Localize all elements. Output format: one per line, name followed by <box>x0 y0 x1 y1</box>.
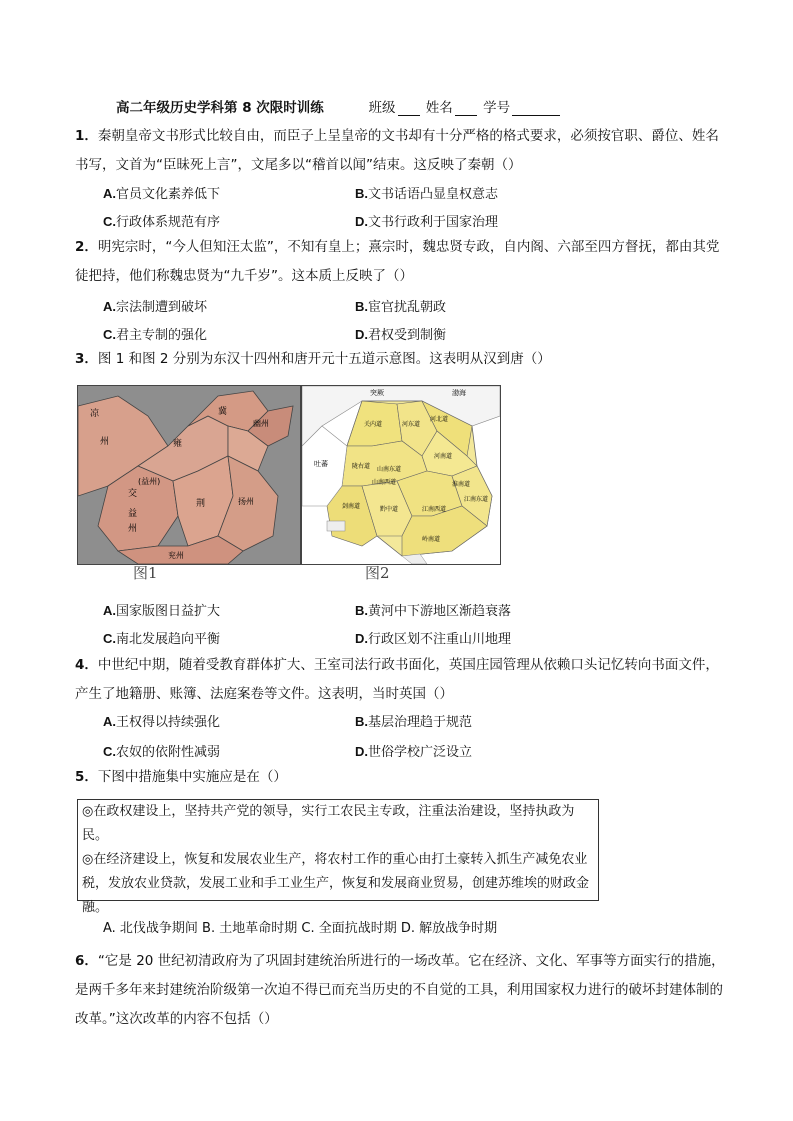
map2-label: 岭南道 <box>422 536 441 543</box>
q3-option-d[interactable]: D.行政区划不注重山川地理 <box>355 631 512 647</box>
map2-label: 关内道 <box>364 421 383 428</box>
map1-label: 州 <box>128 524 138 534</box>
q2-option-c[interactable]: C.君主专制的强化 <box>103 327 208 343</box>
class-label: 班级 <box>368 100 396 116</box>
policy-excerpt-box <box>77 799 599 915</box>
id-blank[interactable] <box>512 101 560 116</box>
question-text: “它是 20 世纪初清政府为了巩固封建统治所进行的一场改革。它在经济、文化、军事等方面实行的措施，是两千多年来封建统治阶级第一次迫不得已而充当历史的不自觉的工具，利用国家权力进行的破坏封建体制的改革。”这次改革的内容不包括（） <box>75 953 725 1027</box>
question-number: 5． <box>75 769 98 785</box>
q4-option-a[interactable]: A.王权得以持续强化 <box>103 714 221 730</box>
student-fields <box>369 100 563 116</box>
map2-label: 河北道 <box>430 416 449 423</box>
map1-label: 冀 <box>218 407 228 417</box>
question-text: 中世纪中期，随着受教育群体扩大、王室司法行政书面化，英国庄园管理从依赖口头记忆转向书面文件，产生了地籍册、账簿、法庭案卷等文件。这表明，当时英国（） <box>75 657 719 702</box>
map2-label: 突厥 <box>370 389 384 397</box>
q1-option-b[interactable]: B.文书话语凸显皇权意志 <box>355 186 499 202</box>
map2-label: 剑南道 <box>342 503 361 510</box>
question-text: 秦朝皇帝文书形式比较自由，而臣子上呈皇帝的文书却有十分严格的格式要求，必须按官职、爵位、姓名书写，文首为“臣昧死上言”，文尾多以“稽首以闻”结束。这反映了秦朝（） <box>75 128 719 173</box>
id-label: 学号 <box>483 100 511 116</box>
map2-label: 渤海 <box>452 389 466 397</box>
name-label: 姓名 <box>425 100 453 116</box>
map1-label: 益 <box>128 509 138 519</box>
map2-label: 山南西道 <box>372 479 397 486</box>
q2-option-d[interactable]: D.君权受到制衡 <box>355 327 447 343</box>
map2-label: 江南西道 <box>422 506 447 513</box>
question-6 <box>75 947 725 1034</box>
q5-options[interactable]: A. 北伐战争期间 B. 土地革命时期 C. 全面抗战时期 D. 解放战争时期 <box>103 921 498 936</box>
map2-caption: 图2 <box>365 564 390 582</box>
question-number: 2． <box>75 239 98 255</box>
q4-option-c[interactable]: C.农奴的依附性减弱 <box>103 744 221 760</box>
map-tang-svg <box>302 386 500 564</box>
question-number: 1． <box>75 128 98 144</box>
question-5 <box>75 763 725 792</box>
map2-label: 黔中道 <box>380 506 399 513</box>
map-tang <box>301 385 501 565</box>
question-number: 3． <box>75 351 98 367</box>
question-text: 图 1 和图 2 分别为东汉十四州和唐开元十五道示意图。这表明从汉到唐（） <box>97 351 551 367</box>
map2-label: 江南东道 <box>464 496 489 503</box>
question-text: 明宪宗时，“今人但知汪太监”，不知有皇上；熹宗时，魏忠贤专政，自内阁、六部至四方督抚，都由其党徒把持，他们称魏忠贤为“九千岁”。这本质上反映了（） <box>75 239 720 284</box>
map1-label: 兖州 <box>168 551 184 560</box>
map-eastern-han-svg <box>78 386 300 564</box>
q1-option-a[interactable]: A.官员文化素养低下 <box>103 186 221 202</box>
policy-political: ◎在政权建设上，坚持共产党的领导，实行工农民主专政，注重法治建设，坚持执政为民。 <box>82 804 575 843</box>
map-eastern-han <box>77 385 301 565</box>
q3-option-c[interactable]: C.南北发展趋向平衡 <box>103 631 221 647</box>
class-blank[interactable] <box>398 101 420 116</box>
q1-option-c[interactable]: C.行政体系规范有序 <box>103 214 221 230</box>
question-number: 4． <box>75 657 98 673</box>
map2-label: 淮南道 <box>452 481 471 488</box>
map1-label: 雍 <box>173 439 183 449</box>
map1-label: 凉 <box>90 409 100 419</box>
q3-option-a[interactable]: A.国家版图日益扩大 <box>103 603 221 619</box>
question-text: 下图中措施集中实施应是在（） <box>97 769 287 785</box>
question-4 <box>75 651 725 709</box>
q3-option-b[interactable]: B.黄河中下游地区渐趋衰落 <box>355 603 512 619</box>
policy-economic: ◎在经济建设上，恢复和发展农业生产，将农村工作的重心由打土豪转入抓生产减免农业税，发放农业贷款，发展工业和手工业生产，恢复和发展商业贸易，创建苏维埃的财政金融。 <box>82 852 590 915</box>
map2-label: 山南东道 <box>377 466 402 473</box>
q1-option-d[interactable]: D.文书行政利于国家治理 <box>355 214 499 230</box>
map1-caption: 图1 <box>133 564 158 582</box>
map2-label: 吐蕃 <box>314 460 328 468</box>
question-2 <box>75 233 725 291</box>
map1-label: (益州) <box>138 477 161 486</box>
q2-option-a[interactable]: A.宗法制遭到破坏 <box>103 299 208 315</box>
map1-label: 扬州 <box>238 497 254 506</box>
exam-header <box>116 96 562 116</box>
question-1 <box>75 122 725 180</box>
q2-option-b[interactable]: B.宦官扰乱朝政 <box>355 299 447 315</box>
question-number: 6． <box>75 953 98 969</box>
name-blank[interactable] <box>455 101 477 116</box>
map2-label: 陇右道 <box>352 463 371 470</box>
map1-label: 州 <box>100 437 110 447</box>
map1-label: 幽州 <box>253 419 269 428</box>
map1-label: 荆 <box>196 499 206 509</box>
question-3 <box>75 345 725 374</box>
map-figures <box>77 385 501 565</box>
map2-label: 河东道 <box>402 421 421 428</box>
q4-option-d[interactable]: D.世俗学校广泛设立 <box>355 744 473 760</box>
exam-title: 高二年级历史学科第 8 次限时训练 <box>116 100 324 116</box>
q4-option-b[interactable]: B.基层治理趋于规范 <box>355 714 473 730</box>
map2-label: 河南道 <box>434 453 453 460</box>
map1-label: 交 <box>128 489 138 499</box>
